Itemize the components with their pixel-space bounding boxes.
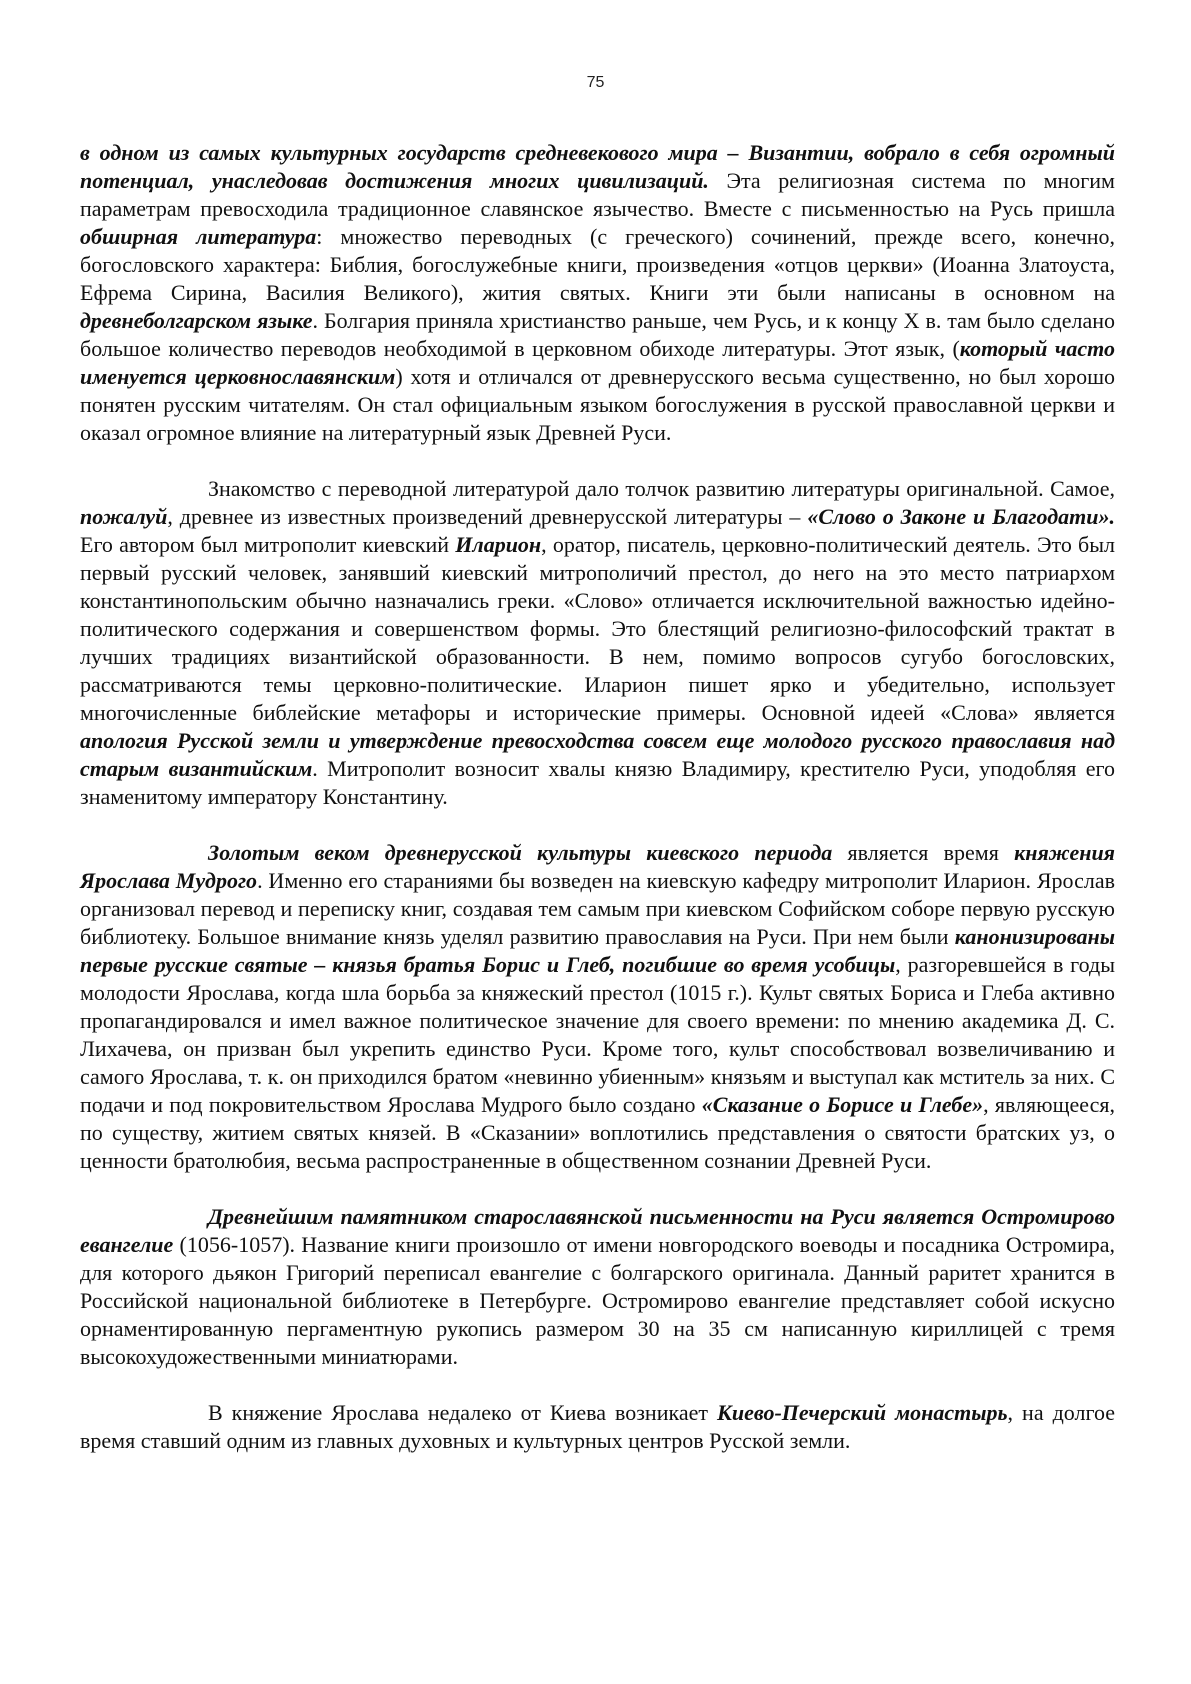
emphasis-text: Древнейшим памятником старославянской письменности на Руси является Остромирово евангелие	[80, 1204, 1115, 1257]
body-text-span: В княжение Ярослава недалеко от Киева возникает	[208, 1400, 717, 1425]
body-text-span: , оратор, писатель, церковно-политический деятель. Это был первый русский человек, занявший киевский митрополичий престол, до него на это место патриархом константинопольским обычно назначались греки. «Слово» отличается исключительной важностью идейно-политического содержания и совершенством формы. Это блестящий религиозно-философский трактат в лучших традициях византийской образованности. В нем, помимо вопросов сугубо богословских, рассматриваются темы церковно-политические. Иларион пишет ярко и убедительно, использует многочисленные библейские метафоры и исторические примеры. Основной идеей «Слова» является	[80, 532, 1115, 725]
paragraph-3	[80, 839, 1115, 1175]
page-number: 75	[586, 74, 605, 91]
emphasis-text: древнеболгарском языке	[80, 308, 313, 333]
body-text-span: , являющееся, по существу, житием святых князей. В «Сказании» воплотились представления о святости братских уз, о ценности братолюбия, весьма распространенные в общественном сознании Древней Руси.	[80, 1092, 1115, 1173]
body-text-span: . Болгария приняла христианство раньше, чем Русь, и к концу X в. там было сделано большое количество переводов необходимой в церковном обиходе литературы. Этот язык, (	[80, 308, 1116, 361]
emphasis-text: апология Русской земли и утверждение превосходства совсем еще молодого русского православия над старым византийским	[80, 728, 1115, 781]
paragraph-1	[80, 139, 1115, 447]
body-text-span: Эта религиозная система по многим параметрам превосходила традиционное славянское язычество. Вместе с письменностью на Русь пришла	[80, 168, 1115, 221]
paragraph-2	[80, 475, 1115, 811]
body-text-span: (1056-1057). Название книги произошло от имени новгородского воеводы и посадника Остромира, для которого дьякон Григорий переписал евангелие с болгарского оригинала. Данный раритет хранится в Российской национальной библиотеке в Петербурге. Остромирово евангелие представляет собой искусно орнаментированную пергаментную рукопись размером 30 на 35 см написанную кириллицей с тремя высокохудожественными миниатюрами.	[80, 1232, 1115, 1369]
body-text-span: Его автором был митрополит киевский	[80, 532, 456, 557]
body-text-span: , разгоревшейся в годы молодости Ярослава, когда шла борьба за княжеский престол (1015 г.). Культ святых Бориса и Глеба активно пропагандировался и имел важное политическое значение для своего времени: по мнению академика Д. С. Лихачева, он призван был укрепить единство Руси. Кроме того, культ способствовал возвеличиванию и самого Ярослава, т. к. он приходился братом «невинно убиенным» князьям и выступал как мститель за них. С подачи и под покровительством Ярослава Мудрого было создано	[80, 952, 1115, 1117]
body-text-span: . Именно его стараниями бы возведен на киевскую кафедру митрополит Иларион. Ярослав организовал перевод и переписку книг, создавая тем самым при киевском Софийском соборе первую русскую библиотеку. Большое внимание князь уделял развитию православия на Руси. При нем были	[80, 868, 1116, 949]
emphasis-text: канонизированы первые русские святые – князья братья Борис и Глеб, погибшие во время усобицы	[80, 924, 1115, 977]
body-text-span: является время	[832, 840, 1015, 865]
emphasis-text: который часто именуется церковнославянским	[80, 336, 1115, 389]
emphasis-text: пожалуй	[80, 504, 168, 529]
emphasis-text: «Слово о Законе и Благодати».	[807, 504, 1115, 529]
paragraph-5	[80, 1399, 1115, 1455]
paragraph-4	[80, 1203, 1115, 1371]
body-text-span: Знакомство с переводной литературой дало толчок развитию литературы оригинальной. Самое,	[208, 476, 1115, 501]
body-text-span: : множество переводных (с греческого) сочинений, прежде всего, конечно, богословского характера: Библия, богослужебные книги, произведения «отцов церкви» (Иоанна Златоуста, Ефрема Сирина, Василия Великого), жития святых. Книги эти были написаны в основном на	[80, 224, 1115, 305]
emphasis-text: обширная литература	[80, 224, 317, 249]
emphasis-text: «Сказание о Борисе и Глебе»	[701, 1092, 984, 1117]
emphasis-text: Золотым веком древнерусской культуры киевского периода	[208, 840, 833, 865]
body-text-span: , на долгое время ставший одним из главных духовных и культурных центров Русской земли.	[80, 1400, 1115, 1453]
emphasis-text: Киево-Печерский монастырь	[716, 1400, 1008, 1425]
body-text	[80, 139, 1115, 1455]
body-text-span: ) хотя и отличался от древнерусского весьма существенно, но был хорошо понятен русским читателям. Он стал официальным языком богослужения в русской православной церкви и оказал огромное влияние на литературный язык Древней Руси.	[80, 364, 1116, 445]
emphasis-text: княжения Ярослава Мудрого	[80, 840, 1116, 893]
body-text-span: . Митрополит возносит хвалы князю Владимиру, крестителю Руси, уподобляя его знаменитому императору Константину.	[80, 756, 1116, 809]
emphasis-text: в одном из самых культурных государств средневекового мира – Византии, вобрало в себя огромный потенциал, унаследовав достижения многих цивилизаций.	[80, 140, 1115, 193]
emphasis-text: Иларион	[455, 532, 542, 557]
body-text-span: , древнее из известных произведений древнерусской литературы –	[167, 504, 808, 529]
